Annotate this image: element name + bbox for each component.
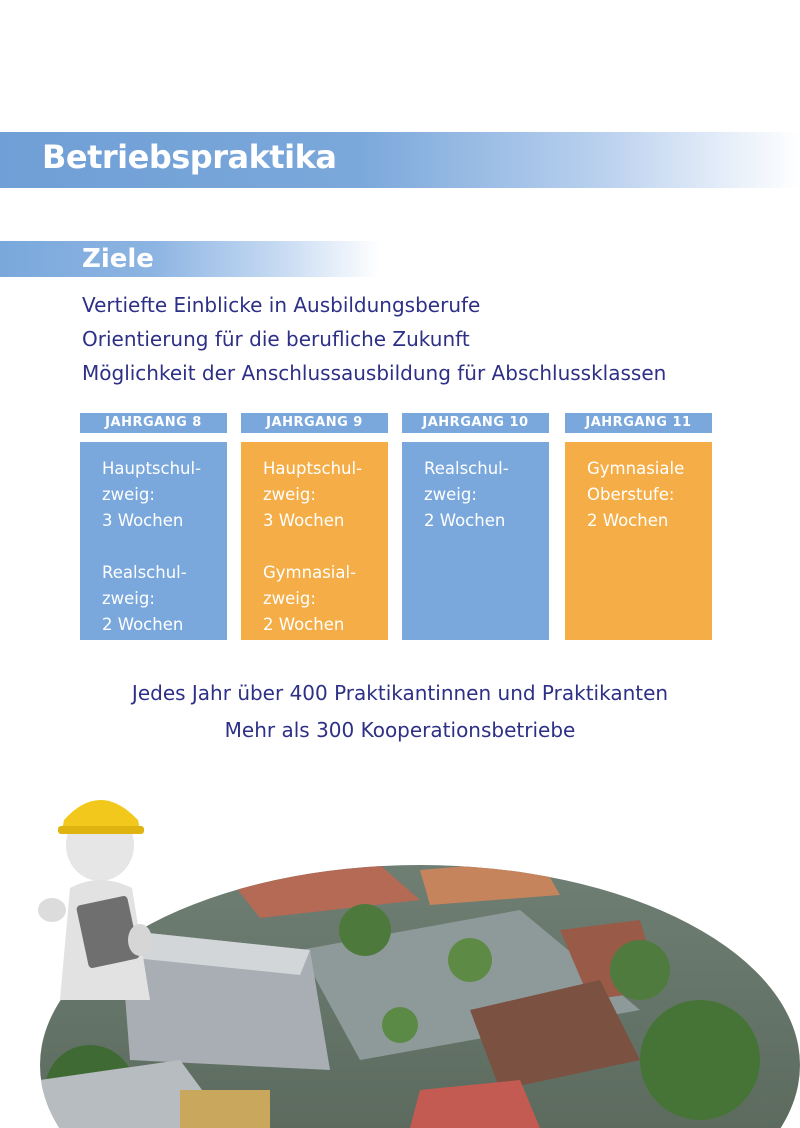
illustration — [0, 760, 800, 1128]
section-title: Ziele — [82, 244, 154, 274]
grade-details — [565, 442, 712, 640]
grade-header: JAHRGANG 9 — [241, 413, 388, 433]
goals-list — [82, 288, 666, 390]
detail-line: 2 Wochen — [263, 615, 345, 634]
spacer — [263, 534, 378, 560]
detail-line: 3 Wochen — [263, 511, 345, 530]
detail-line: Hauptschul- — [102, 459, 202, 478]
school-aerial-photo — [0, 760, 800, 1128]
page-title: Betriebspraktika — [42, 138, 337, 176]
grade-column-10 — [402, 413, 549, 640]
detail-line: zweig: — [263, 589, 316, 608]
grade-details — [80, 442, 227, 640]
goal-item: Vertiefte Einblicke in Ausbildungsberufe — [82, 293, 481, 317]
worker-figure-icon — [38, 800, 152, 1000]
detail-line: 2 Wochen — [587, 511, 669, 530]
stat-line: Mehr als 300 Kooperationsbetriebe — [224, 718, 576, 742]
grade-column-11 — [565, 413, 712, 640]
section-banner — [0, 241, 380, 277]
detail-line: Gymnasiale — [587, 459, 685, 478]
detail-line: zweig: — [424, 485, 477, 504]
detail-line: Gymnasial- — [263, 563, 357, 582]
grade-column-9 — [241, 413, 388, 640]
detail-line: Realschul- — [102, 563, 187, 582]
spacer — [102, 534, 217, 560]
detail-line: zweig: — [263, 485, 316, 504]
detail-line: 2 Wochen — [102, 615, 184, 634]
detail-line: Oberstufe: — [587, 485, 675, 504]
grade-details — [241, 442, 388, 640]
grade-column-8 — [80, 413, 227, 640]
stat-line: Jedes Jahr über 400 Praktikantinnen und Praktikanten — [131, 681, 669, 705]
detail-line: zweig: — [102, 485, 155, 504]
goal-item: Möglichkeit der Anschlussausbildung für Abschlussklassen — [82, 361, 667, 385]
goal-item: Orientierung für die berufliche Zukunft — [82, 327, 470, 351]
grade-details — [402, 442, 549, 640]
detail-line: 2 Wochen — [424, 511, 506, 530]
grade-header: JAHRGANG 10 — [402, 413, 549, 433]
grade-header: JAHRGANG 8 — [80, 413, 227, 433]
detail-line: Realschul- — [424, 459, 509, 478]
detail-line: zweig: — [102, 589, 155, 608]
detail-line: Hauptschul- — [263, 459, 363, 478]
detail-line: 3 Wochen — [102, 511, 184, 530]
grade-header: JAHRGANG 11 — [565, 413, 712, 433]
